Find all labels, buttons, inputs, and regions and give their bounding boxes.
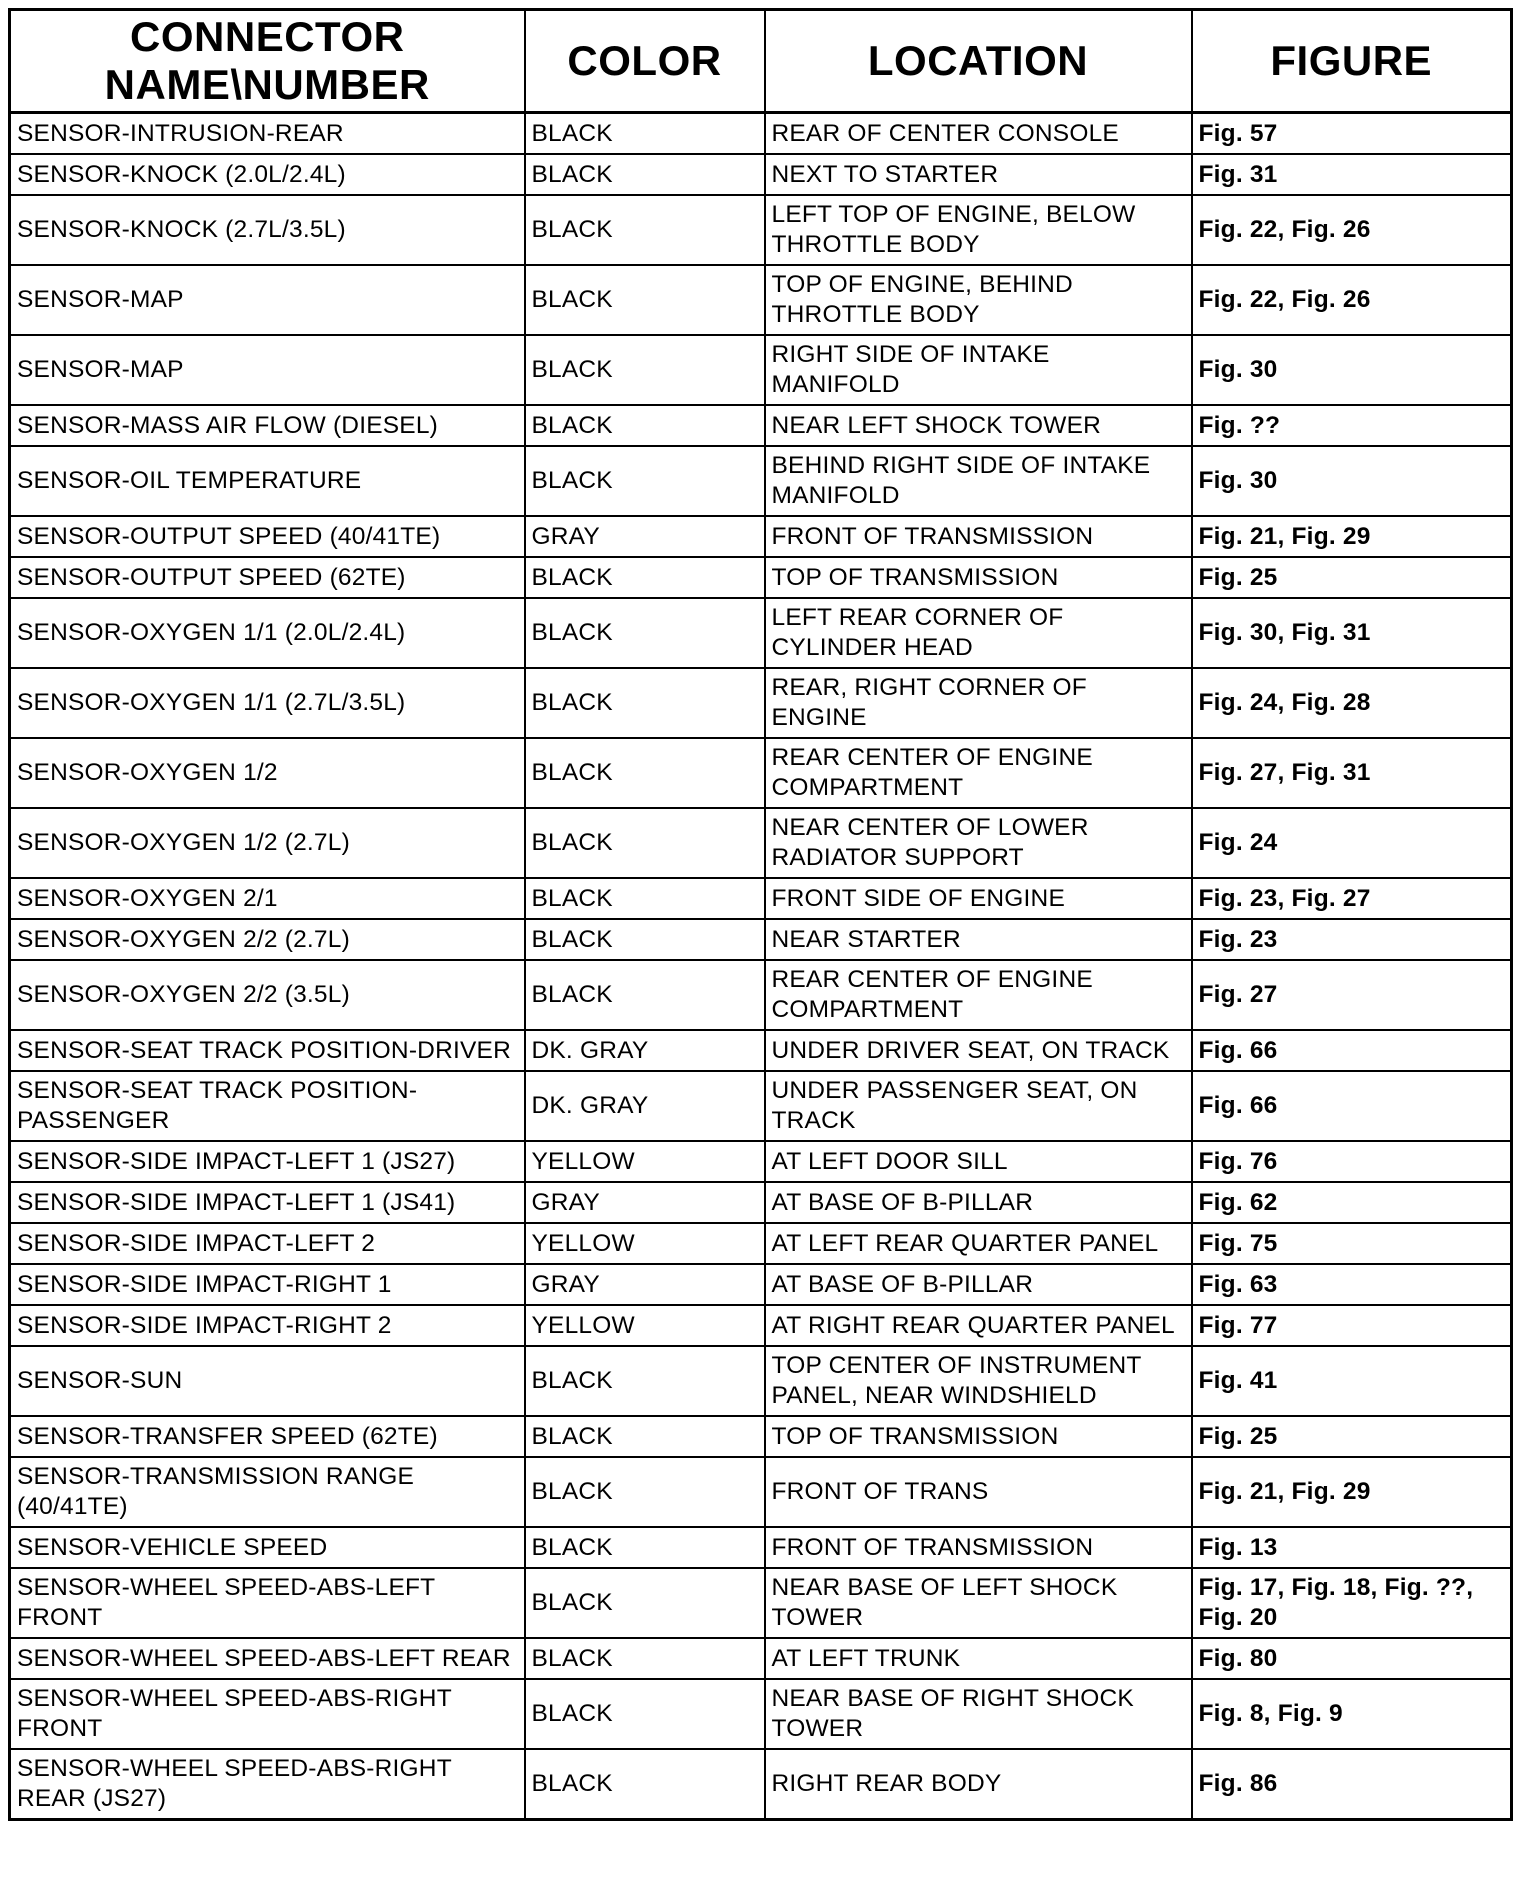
connector-figure-cell: Fig. 17, Fig. 18, Fig. ??, Fig. 20 [1192,1568,1512,1638]
connector-color-cell: YELLOW [525,1305,765,1346]
connector-color-cell: BLACK [525,738,765,808]
connector-name-cell: SENSOR-TRANSMISSION RANGE (40/41TE) [10,1457,525,1527]
connector-location-cell: AT LEFT DOOR SILL [765,1141,1192,1182]
connector-figure-cell: Fig. 24, Fig. 28 [1192,668,1512,738]
connector-location-cell: FRONT OF TRANSMISSION [765,1527,1192,1568]
connector-figure-cell: Fig. 25 [1192,557,1512,598]
connector-name-cell: SENSOR-MAP [10,335,525,405]
connector-figure-cell: Fig. 21, Fig. 29 [1192,516,1512,557]
connector-name-cell: SENSOR-SIDE IMPACT-LEFT 1 (JS41) [10,1182,525,1223]
table-header-row [10,10,1512,113]
connector-color-cell: YELLOW [525,1223,765,1264]
connector-name-cell: SENSOR-OXYGEN 1/1 (2.7L/3.5L) [10,668,525,738]
connector-location-cell: RIGHT REAR BODY [765,1749,1192,1820]
connector-color-cell: BLACK [525,446,765,516]
connector-location-cell: FRONT OF TRANS [765,1457,1192,1527]
connector-name-cell: SENSOR-MAP [10,265,525,335]
connector-figure-cell: Fig. 8, Fig. 9 [1192,1679,1512,1749]
connector-location-cell: NEAR LEFT SHOCK TOWER [765,405,1192,446]
connector-name-cell: SENSOR-OUTPUT SPEED (40/41TE) [10,516,525,557]
connector-location-cell: REAR, RIGHT CORNER OF ENGINE [765,668,1192,738]
connector-name-cell: SENSOR-KNOCK (2.0L/2.4L) [10,154,525,195]
connector-figure-cell: Fig. 31 [1192,154,1512,195]
connector-figure-cell: Fig. 21, Fig. 29 [1192,1457,1512,1527]
connector-location-cell: RIGHT SIDE OF INTAKE MANIFOLD [765,335,1192,405]
connector-name-cell: SENSOR-OXYGEN 2/2 (2.7L) [10,919,525,960]
connector-location-cell: REAR CENTER OF ENGINE COMPARTMENT [765,738,1192,808]
column-header-color: COLOR [525,10,765,113]
connector-location-cell: UNDER PASSENGER SEAT, ON TRACK [765,1071,1192,1141]
connector-figure-cell: Fig. 24 [1192,808,1512,878]
table-row [10,1182,1512,1223]
connector-location-cell: AT LEFT TRUNK [765,1638,1192,1679]
connector-color-cell: BLACK [525,1638,765,1679]
column-header-connector-name [10,10,525,113]
connector-figure-cell: Fig. 80 [1192,1638,1512,1679]
connector-color-cell: GRAY [525,516,765,557]
connector-name-cell: SENSOR-OIL TEMPERATURE [10,446,525,516]
table-row [10,446,1512,516]
connector-figure-cell: Fig. 77 [1192,1305,1512,1346]
connector-color-cell: BLACK [525,808,765,878]
connector-figure-cell: Fig. 66 [1192,1071,1512,1141]
connector-name-cell: SENSOR-WHEEL SPEED-ABS-RIGHT FRONT [10,1679,525,1749]
connector-color-cell: BLACK [525,195,765,265]
connector-figure-cell: Fig. 22, Fig. 26 [1192,195,1512,265]
connector-color-cell: BLACK [525,335,765,405]
connector-name-cell: SENSOR-OXYGEN 1/2 (2.7L) [10,808,525,878]
connector-color-cell: DK. GRAY [525,1071,765,1141]
connector-name-cell: SENSOR-SIDE IMPACT-RIGHT 1 [10,1264,525,1305]
table-row [10,960,1512,1030]
connector-figure-cell: Fig. 27 [1192,960,1512,1030]
connector-location-cell: REAR CENTER OF ENGINE COMPARTMENT [765,960,1192,1030]
table-row [10,1141,1512,1182]
connector-figure-cell: Fig. ?? [1192,405,1512,446]
connector-location-cell: REAR OF CENTER CONSOLE [765,113,1192,155]
connector-location-cell: NEAR CENTER OF LOWER RADIATOR SUPPORT [765,808,1192,878]
connector-location-cell: UNDER DRIVER SEAT, ON TRACK [765,1030,1192,1071]
connector-location-cell: NEXT TO STARTER [765,154,1192,195]
table-row [10,1568,1512,1638]
connector-color-cell: BLACK [525,265,765,335]
connector-location-cell: AT LEFT REAR QUARTER PANEL [765,1223,1192,1264]
connector-name-cell: SENSOR-MASS AIR FLOW (DIESEL) [10,405,525,446]
table-row [10,1679,1512,1749]
table-row [10,1264,1512,1305]
connector-figure-cell: Fig. 41 [1192,1346,1512,1416]
connector-location-cell: LEFT REAR CORNER OF CYLINDER HEAD [765,598,1192,668]
connector-color-cell: BLACK [525,1346,765,1416]
connector-color-cell: BLACK [525,1568,765,1638]
connector-figure-cell: Fig. 30, Fig. 31 [1192,598,1512,668]
connector-figure-cell: Fig. 27, Fig. 31 [1192,738,1512,808]
table-row [10,1071,1512,1141]
connector-figure-cell: Fig. 23, Fig. 27 [1192,878,1512,919]
connector-color-cell: BLACK [525,405,765,446]
table-row [10,1749,1512,1820]
connector-figure-cell: Fig. 30 [1192,335,1512,405]
connector-color-cell: GRAY [525,1182,765,1223]
connector-location-cell: BEHIND RIGHT SIDE OF INTAKE MANIFOLD [765,446,1192,516]
table-row [10,335,1512,405]
connector-location-cell: LEFT TOP OF ENGINE, BELOW THROTTLE BODY [765,195,1192,265]
connector-color-cell: BLACK [525,557,765,598]
connector-figure-cell: Fig. 63 [1192,1264,1512,1305]
connector-name-cell: SENSOR-TRANSFER SPEED (62TE) [10,1416,525,1457]
connector-name-cell: SENSOR-OXYGEN 2/1 [10,878,525,919]
table-row [10,738,1512,808]
connector-location-cell: TOP CENTER OF INSTRUMENT PANEL, NEAR WINDSHIELD [765,1346,1192,1416]
table-row [10,265,1512,335]
table-row [10,1223,1512,1264]
connector-name-cell: SENSOR-OXYGEN 1/1 (2.0L/2.4L) [10,598,525,668]
table-row [10,516,1512,557]
table-row [10,195,1512,265]
connector-figure-cell: Fig. 86 [1192,1749,1512,1820]
connector-name-cell: SENSOR-OXYGEN 1/2 [10,738,525,808]
connector-location-cell: AT RIGHT REAR QUARTER PANEL [765,1305,1192,1346]
connector-figure-cell: Fig. 22, Fig. 26 [1192,265,1512,335]
table-row [10,154,1512,195]
connector-figure-cell: Fig. 23 [1192,919,1512,960]
connector-figure-cell: Fig. 62 [1192,1182,1512,1223]
connector-name-cell: SENSOR-SIDE IMPACT-LEFT 1 (JS27) [10,1141,525,1182]
connector-location-cell: TOP OF ENGINE, BEHIND THROTTLE BODY [765,265,1192,335]
connector-figure-cell: Fig. 76 [1192,1141,1512,1182]
table-body [10,113,1512,1820]
table-row [10,1305,1512,1346]
connector-color-cell: YELLOW [525,1141,765,1182]
connector-location-cell: AT BASE OF B-PILLAR [765,1264,1192,1305]
column-header-connector-line1: CONNECTOR [130,13,405,60]
connector-color-cell: BLACK [525,1416,765,1457]
connector-location-cell: TOP OF TRANSMISSION [765,557,1192,598]
connector-figure-cell: Fig. 75 [1192,1223,1512,1264]
table-row [10,1346,1512,1416]
connector-color-cell: BLACK [525,1749,765,1820]
table-row [10,1416,1512,1457]
connector-location-cell: NEAR BASE OF RIGHT SHOCK TOWER [765,1679,1192,1749]
connector-figure-cell: Fig. 66 [1192,1030,1512,1071]
table-row [10,668,1512,738]
connector-name-cell: SENSOR-WHEEL SPEED-ABS-LEFT REAR [10,1638,525,1679]
connector-name-cell: SENSOR-VEHICLE SPEED [10,1527,525,1568]
connector-figure-cell: Fig. 25 [1192,1416,1512,1457]
connector-name-cell: SENSOR-WHEEL SPEED-ABS-LEFT FRONT [10,1568,525,1638]
connector-color-cell: BLACK [525,1527,765,1568]
connector-location-cell: NEAR BASE OF LEFT SHOCK TOWER [765,1568,1192,1638]
connector-name-cell: SENSOR-SEAT TRACK POSITION-PASSENGER [10,1071,525,1141]
connector-color-cell: BLACK [525,919,765,960]
connector-name-cell: SENSOR-KNOCK (2.7L/3.5L) [10,195,525,265]
connector-name-cell: SENSOR-SIDE IMPACT-RIGHT 2 [10,1305,525,1346]
table-row [10,113,1512,155]
table-row [10,405,1512,446]
connector-color-cell: DK. GRAY [525,1030,765,1071]
table-row [10,878,1512,919]
connector-figure-cell: Fig. 30 [1192,446,1512,516]
table-row [10,1527,1512,1568]
connector-location-cell: AT BASE OF B-PILLAR [765,1182,1192,1223]
column-header-location: LOCATION [765,10,1192,113]
table-row [10,1030,1512,1071]
connector-name-cell: SENSOR-OXYGEN 2/2 (3.5L) [10,960,525,1030]
connector-name-cell: SENSOR-INTRUSION-REAR [10,113,525,155]
table-row [10,1638,1512,1679]
table-row [10,557,1512,598]
connector-color-cell: BLACK [525,960,765,1030]
connector-figure-cell: Fig. 13 [1192,1527,1512,1568]
connector-color-cell: BLACK [525,668,765,738]
connector-name-cell: SENSOR-OUTPUT SPEED (62TE) [10,557,525,598]
connector-location-cell: FRONT OF TRANSMISSION [765,516,1192,557]
connector-color-cell: BLACK [525,113,765,155]
table-row [10,808,1512,878]
connector-name-cell: SENSOR-SEAT TRACK POSITION-DRIVER [10,1030,525,1071]
connector-name-cell: SENSOR-WHEEL SPEED-ABS-RIGHT REAR (JS27) [10,1749,525,1820]
connector-table-container [8,8,1513,1821]
connector-name-cell: SENSOR-SUN [10,1346,525,1416]
connector-table [8,8,1513,1821]
connector-color-cell: BLACK [525,598,765,668]
table-row [10,919,1512,960]
connector-figure-cell: Fig. 57 [1192,113,1512,155]
connector-color-cell: BLACK [525,154,765,195]
connector-location-cell: FRONT SIDE OF ENGINE [765,878,1192,919]
column-header-figure: FIGURE [1192,10,1512,113]
connector-location-cell: TOP OF TRANSMISSION [765,1416,1192,1457]
column-header-connector-line2: NAME\NUMBER [104,61,430,108]
connector-color-cell: BLACK [525,1457,765,1527]
connector-color-cell: BLACK [525,878,765,919]
connector-color-cell: BLACK [525,1679,765,1749]
table-row [10,1457,1512,1527]
table-row [10,598,1512,668]
connector-color-cell: GRAY [525,1264,765,1305]
connector-location-cell: NEAR STARTER [765,919,1192,960]
connector-name-cell: SENSOR-SIDE IMPACT-LEFT 2 [10,1223,525,1264]
